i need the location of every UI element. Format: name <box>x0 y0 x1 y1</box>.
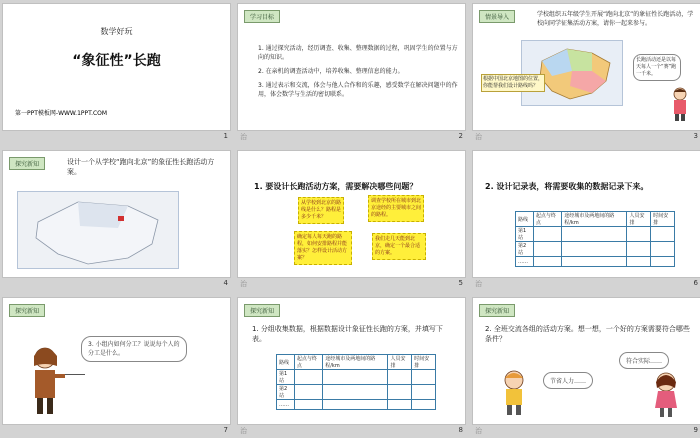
slide-footer <box>238 278 465 290</box>
slide-canvas <box>3 4 230 130</box>
goal-item: 2. 在亲机的调查活动中，培养收集、整理信息的能力。 <box>258 68 404 75</box>
table-header-cell: 人员安排 <box>627 212 651 227</box>
slide-number: 6 <box>693 279 698 287</box>
table-row <box>516 242 675 257</box>
slide-thumbnail-6[interactable] <box>473 151 700 291</box>
sticky-note: 调查学校所在城市到北京途经的主要城市之间的路程。 <box>368 195 424 222</box>
slide-footer <box>473 425 700 437</box>
footer-mark: 治 <box>240 280 247 288</box>
table-cell: …… <box>516 257 534 267</box>
slide-footer <box>238 425 465 437</box>
slide-thumbnail-2[interactable] <box>238 4 465 144</box>
map-note: 根据中国北京地图的位置，你能帮我们设计路线吗？ <box>481 74 545 92</box>
table-header-cell: 路线 <box>516 212 534 227</box>
footer-mark: 治 <box>240 133 247 141</box>
table-row <box>516 257 675 267</box>
slide-number: 7 <box>223 426 228 434</box>
slide-canvas <box>3 151 230 277</box>
slide-number: 2 <box>458 132 463 140</box>
section-tag: 学习目标 <box>244 10 280 23</box>
slide-number: 4 <box>223 279 228 287</box>
sticky-note: 我们走几天能到北京，确定一个最合适的方案。 <box>372 233 426 260</box>
section-tag: 探究新知 <box>479 304 515 317</box>
china-map <box>521 40 623 106</box>
teacher-figure <box>27 344 67 416</box>
slide-thumbnail-9[interactable] <box>473 298 700 438</box>
goal-item: 1. 通过探究活动，经历调查、收集、整理数据的过程，巩固学生的位置与方向的知识。 <box>258 45 458 61</box>
footer-mark: 治 <box>475 133 482 141</box>
student-figure <box>651 370 681 418</box>
slide-footer <box>3 131 230 143</box>
table-row <box>277 385 436 400</box>
site-credit: 第一PPT模板网-WWW.1PPT.COM <box>15 110 108 117</box>
table-cell: …… <box>277 400 295 410</box>
slide-thumbnail-8[interactable] <box>238 298 465 438</box>
sticky-note: 确定每人每天跑的路程，如何安排路程并能落实？怎样设计活动方案？ <box>294 231 352 265</box>
slide-footer <box>3 425 230 437</box>
table-header-cell: 人员安排 <box>388 355 412 370</box>
student-figure <box>669 86 691 122</box>
slide-thumbnail-4[interactable] <box>3 151 230 291</box>
intro-text: 学校组织五年级学生开展“跑向北京”的象征性长跑活动，学校向同学征集活动方案，请你一起来参与。 <box>537 11 694 27</box>
section-tag: 探究新知 <box>9 157 45 170</box>
slide-canvas <box>238 4 465 130</box>
slide-number: 9 <box>693 426 698 434</box>
section-tag: 情景导入 <box>479 10 515 23</box>
table-cell: 第2站 <box>516 242 534 257</box>
speech-bubble-right: 符合实际…… <box>619 352 669 369</box>
slide-heading: 2. 全班交流各组的活动方案。想一想，一个好的方案需要符合哪些条件？ <box>485 325 690 343</box>
section-tag: 探究新知 <box>244 304 280 317</box>
sticky-note: 从学校到北京的路线是什么？路程是多少千米？ <box>298 197 344 224</box>
slide-footer <box>3 278 230 290</box>
slide-thumbnail-7[interactable] <box>3 298 230 438</box>
goal-item: 3. 通过表示和交流，体会与他人合作和的乐趣，感受数学在解决问题中的作用，体会数学与生活的密切联系。 <box>258 82 458 98</box>
table-header-cell: 起点与终点 <box>533 212 561 227</box>
slide-canvas <box>238 298 465 424</box>
slide-number: 8 <box>458 426 463 434</box>
slide-number: 1 <box>223 132 228 140</box>
slide-heading: 1. 分组收集数据，根据数据设计象征性长跑的方案，并填写下表。 <box>252 325 443 343</box>
table-header-cell: 起点与终点 <box>294 355 322 370</box>
student-figure <box>499 368 529 416</box>
slide-title: “象征性”长跑 <box>72 53 161 69</box>
slide-footer <box>473 278 700 290</box>
table-cell: 第1站 <box>277 370 295 385</box>
table-header-cell: 时间安排 <box>412 355 436 370</box>
table-cell: 第2站 <box>277 385 295 400</box>
slide-heading: 2. 设计记录表，将需要收集的数据记录下来。 <box>485 182 649 191</box>
slide-canvas <box>473 151 700 277</box>
slide-canvas <box>3 298 230 424</box>
slide-thumbnail-1[interactable] <box>3 4 230 144</box>
footer-mark: 治 <box>240 427 247 435</box>
slide-canvas <box>238 151 465 277</box>
table-header-row <box>277 355 436 370</box>
table-header-row <box>516 212 675 227</box>
section-tag: 探究新知 <box>9 304 45 317</box>
slide-number: 3 <box>693 132 698 140</box>
record-table <box>276 354 436 410</box>
pointer-line <box>65 374 85 375</box>
table-row <box>516 227 675 242</box>
slide-heading: 数学好玩 <box>100 27 133 36</box>
speech-bubble-left: 节省人力…… <box>543 372 593 389</box>
speech-bubble: 3. 小组内如何分工？说说每个人的分工是什么。 <box>81 336 187 362</box>
table-cell: 第1站 <box>516 227 534 242</box>
table-header-cell: 时间安排 <box>651 212 675 227</box>
record-table <box>515 211 675 267</box>
question-text: 设计一个从学校“跑向北京”的象征性长跑活动方案。 <box>67 158 215 176</box>
footer-mark: 治 <box>475 280 482 288</box>
slide-footer <box>238 131 465 143</box>
table-row <box>277 400 436 410</box>
slide-number: 5 <box>458 279 463 287</box>
slide-thumbnail-5[interactable] <box>238 151 465 291</box>
slide-canvas <box>473 4 700 130</box>
goal-list <box>258 44 458 104</box>
slide-footer <box>473 131 700 143</box>
table-header-cell: 途经城市及两地间的路程/km <box>323 355 388 370</box>
table-header-cell: 途经城市及两地间的路程/km <box>562 212 627 227</box>
slide-canvas <box>473 298 700 424</box>
slide-heading: 1. 要设计长跑活动方案，需要解决哪些问题？ <box>254 182 418 191</box>
china-map <box>17 191 179 269</box>
slide-thumbnail-3[interactable] <box>473 4 700 144</box>
footer-mark: 治 <box>475 427 482 435</box>
speech-bubble: 长跑活动还是以每天每人一个“赛”跑一千米。 <box>633 54 681 81</box>
table-row <box>277 370 436 385</box>
table-header-cell: 路线 <box>277 355 295 370</box>
